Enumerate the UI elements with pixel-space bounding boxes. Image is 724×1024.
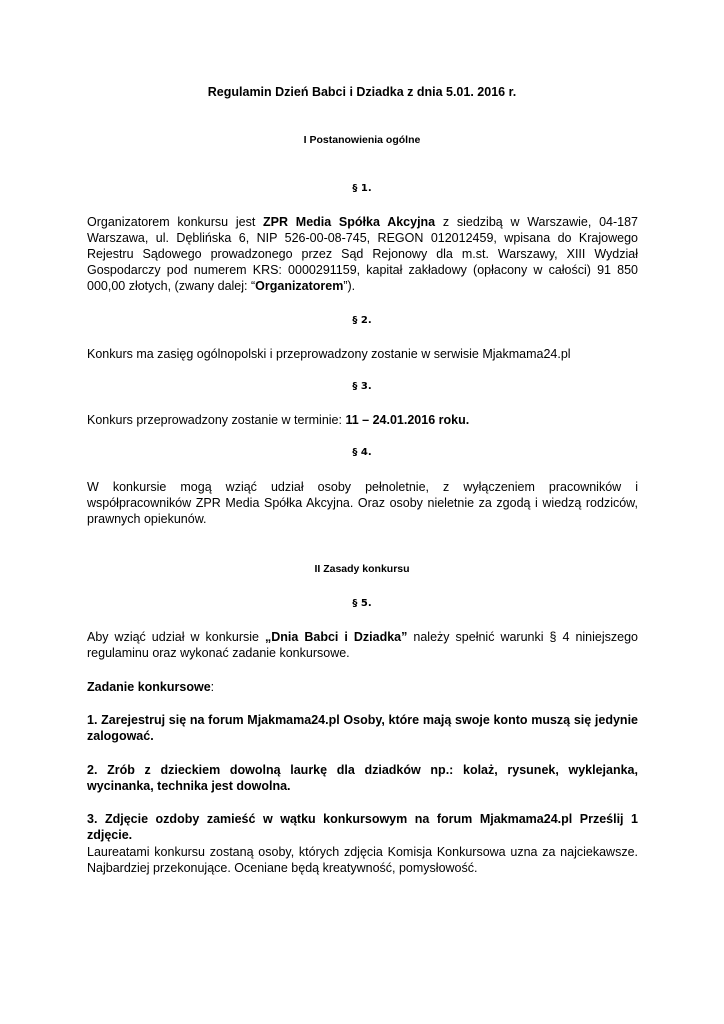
paragraph-1 [87, 214, 638, 294]
paragraph-2: Konkurs ma zasięg ogólnopolski i przeprowadzony zostanie w serwisie Mjakmama24.pl [87, 347, 571, 361]
section-title-rules: II Zasady konkursu [314, 563, 410, 575]
contest-name: „Dnia Babci i Dziadka” [265, 630, 408, 644]
paragraph-5-text-b: należy spełnić warunki § 4 niniejszego regulaminu oraz wykonać zadanie konkursowe. [87, 630, 638, 660]
organizer-name: ZPR Media Spółka Akcyjna [263, 215, 436, 229]
paragraph-4: W konkursie mogą wziąć udział osoby pełnoletnie, z wyłączeniem pracowników i współpracowników ZPR Media Spółka Akcyjna. Oraz osoby nieletnie za zgodą i wiedzą rodziców, prawnych opiekunów. [87, 480, 638, 526]
paragraph-3-text: Konkurs przeprowadzony zostanie w terminie: [87, 413, 346, 427]
paragraph-1-text-b: z siedzibą w Warszawie, 04-187 Warszawa, ul. Dęblińska 6, NIP 526-00-08-745, REGON 012012459, wpisana do Krajowego Rejestru Sądowego prowadzonego przez Sąd Rejonowy dla m.st. Warszawy, XIII Wydział Gospodarczy pod numerem KRS: 0000291159, kapitał zakładowy (opłacony w całości) 91 850 000,00 złotych, (zwany dalej: “ [87, 215, 638, 293]
paragraph-5-text-a: Aby wziąć udział w konkursie [87, 630, 266, 644]
document-title: Regulamin Dzień Babci i Dziadka z dnia 5.01. 2016 r. [207, 85, 517, 99]
task-step-3: 3. Zdjęcie ozdoby zamieść w wątku konkursowym na forum Mjakmama24.pl Prześlij 1 zdjęcie. [87, 812, 638, 842]
contest-dates: 11 – 24.01.2016 roku. [345, 413, 470, 427]
paragraph-1-text-a: Organizatorem konkursu jest [87, 215, 264, 229]
paragraph-heading-1: § 1. [352, 183, 372, 194]
task-step-2: 2. Zrób z dzieckiem dowolną laurkę dla dziadków np.: kolaż, rysunek, wyklejanka, wycinanka, technika jest dowolna. [87, 763, 638, 793]
paragraph-heading-4: § 4. [352, 447, 372, 458]
paragraph-1-text-c: ”). [343, 279, 356, 293]
paragraph-heading-5: § 5. [352, 598, 372, 609]
paragraph-3 [87, 412, 638, 428]
organizer-alias: Organizatorem [255, 279, 344, 293]
paragraph-heading-2: § 2. [352, 315, 372, 326]
winners-paragraph: Laureatami konkursu zostaną osoby, których zdjęcia Komisja Konkursowa uzna za najciekawsze. Najbardziej przekonujące. Oceniane będą kreatywność, pomysłowość. [87, 845, 638, 875]
task-heading [87, 679, 638, 695]
section-title-general: I Postanowienia ogólne [303, 134, 421, 146]
paragraph-heading-3: § 3. [352, 381, 372, 392]
paragraph-5 [87, 629, 638, 661]
task-step-1: 1. Zarejestruj się na forum Mjakmama24.pl Osoby, które mają swoje konto muszą się jedynie zalogować. [87, 713, 638, 743]
task-heading-colon: : [210, 680, 215, 694]
task-heading-label: Zadanie konkursowe [87, 680, 211, 694]
